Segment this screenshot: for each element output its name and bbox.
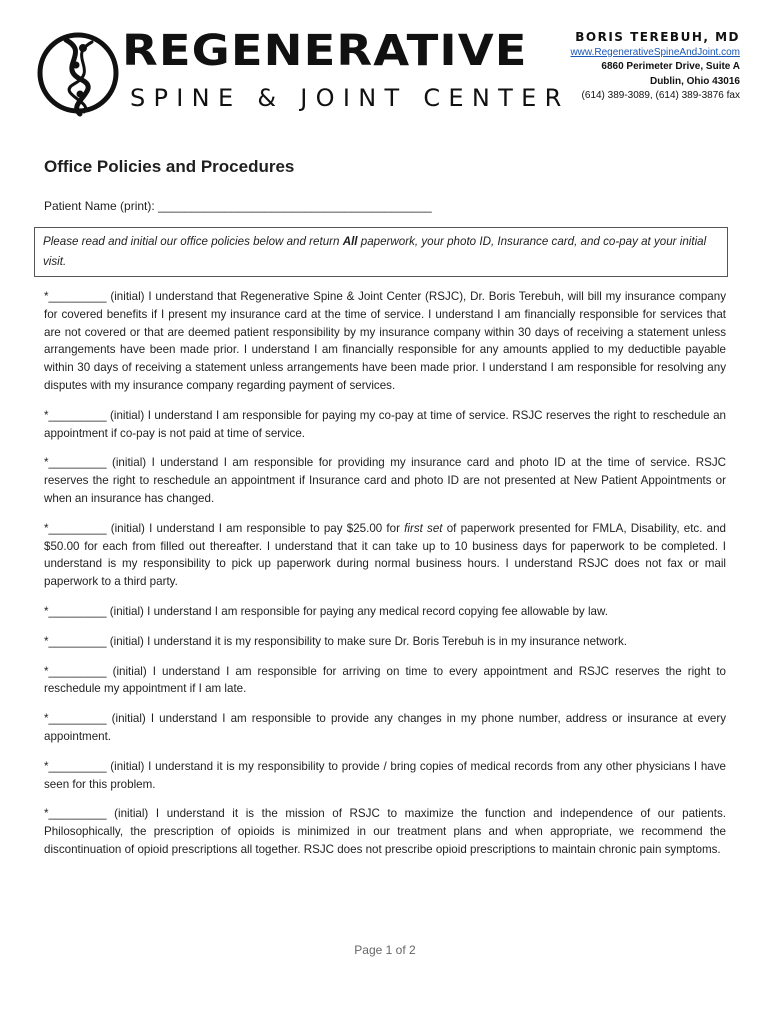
notice-text-start: Please read and initial our office policies below and return — [43, 235, 340, 248]
notice-emphasis: All — [342, 235, 358, 248]
instructions-box — [34, 227, 728, 277]
policy-network: *_________ (initial) I understand it is my responsibility to make sure Dr. Boris Terebuh is in my insurance network. — [44, 634, 627, 648]
policy-arrival: *_________ (initial) I understand I am responsible for arriving on time to every appointment and RSJC reserves the right to reschedule my appointment if I am late. — [44, 664, 726, 696]
doctor-name: BORIS TEREBUH, MD — [575, 30, 740, 44]
policy-opioids: *_________ (initial) I understand it is the mission of RSJC to maximize the function and independence of our patients. Philosophically, the prescription of opioids is minimized in our treatment plans and when appropriate, we recommend the discontinuation of opioid prescriptions all together. RSJC does not prescribe opioid prescriptions to maintain chronic pain symptoms. — [44, 807, 726, 856]
policy-insurance-card: *_________ (initial) I understand I am responsible for providing my insurance card and photo ID at the time of service. RSJC reserves the right to reschedule an appointment if Insurance card and photo ID are not presented at New Patient Appointments or when an insurance has changed. — [44, 456, 726, 505]
policy-record-fee: *_________ (initial) I understand I am responsible for paying any medical record copying fee allowable by law. — [44, 604, 608, 618]
notice-text-end: paperwork, your photo ID, Insurance card, and co-pay at your initial visit. — [43, 235, 707, 268]
policy-list — [44, 288, 726, 871]
brand-subtitle: SPINE & JOINT CENTER — [130, 84, 570, 112]
patient-name-label: Patient Name (print): — [44, 199, 155, 213]
letterhead — [0, 0, 770, 130]
policy-records: *_________ (initial) I understand it is my responsibility to provide / bring copies of medical records from any other physicians I have seen for this problem. — [44, 759, 726, 791]
brand-name: REGENERATIVE — [122, 26, 528, 76]
page-number: Page 1 of 2 — [354, 943, 416, 957]
address-line-2: Dublin, Ohio 43016 — [649, 75, 740, 87]
patient-name-field[interactable]: _________________________________________ — [158, 199, 432, 213]
policy-changes: *_________ (initial) I understand I am responsible to provide any changes in my phone number, address or insurance at every appointment. — [44, 712, 726, 743]
contact-block — [570, 30, 740, 104]
spine-logo-icon — [36, 28, 120, 118]
policy-billing: *_________ (initial) I understand that Regenerative Spine & Joint Center (RSJC), Dr. Boris Terebuh, will bill my insurance company for covered benefits if I present my insurance card at the time of service. I understand I am financially responsible for services that are not covered or that are deemed patient responsibility by my insurance company within 30 days of receiving a statement unless arrangements have been made prior. I understand I am financially responsible for any amounts applied to my deductible payable within 30 days of receiving a statement unless arrangements have been made prior. I understand I am responsible for resolving any disputes with my insurance company regarding payment of services. — [44, 290, 726, 392]
policy-paperwork-fee: *_________ (initial) I understand I am responsible to pay $25.00 for first set of paperwork presented for FMLA, Disability, etc. and $50.00 for each from filled out thereafter. I understand that it can take up to 10 business days for paperwork to be completed. I understand is my responsibility to pick up paperwork during normal business hours. I understand RSJC does not fax or mail paperwork to a third party. — [44, 521, 726, 589]
patient-name-row — [44, 199, 432, 213]
policy-copay: *_________ (initial) I understand I am responsible for paying my co-pay at time of service. RSJC reserves the right to reschedule an appointment if co-pay is not paid at time of service. — [44, 408, 726, 440]
address-line-1: 6860 Perimeter Drive, Suite A — [601, 61, 740, 72]
phone-numbers: (614) 389-3089, (614) 389-3876 fax — [581, 90, 740, 101]
website-link[interactable]: www.RegenerativeSpineAndJoint.com — [570, 46, 740, 58]
page-title: Office Policies and Procedures — [44, 157, 295, 176]
